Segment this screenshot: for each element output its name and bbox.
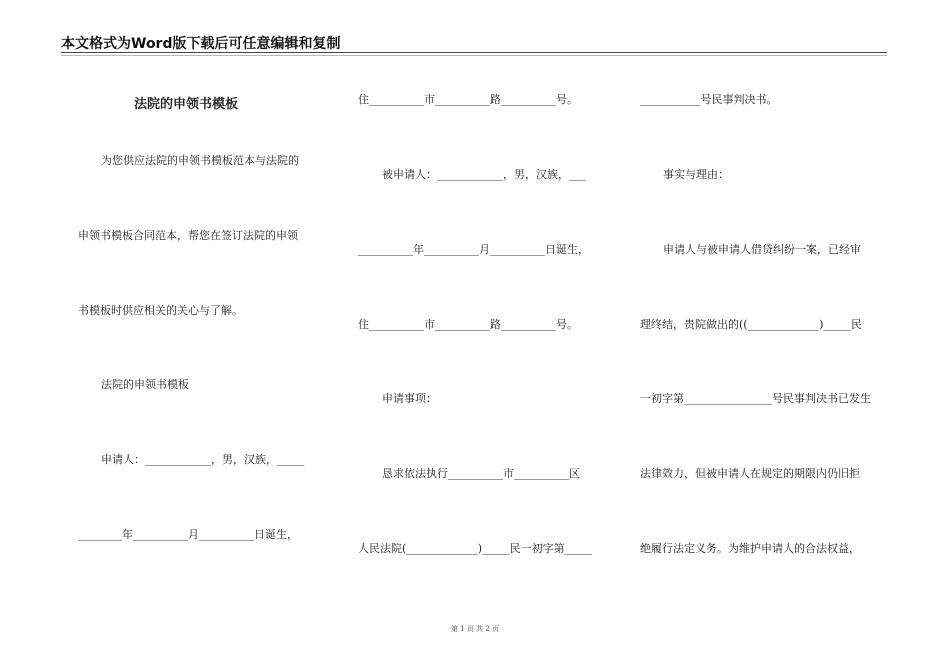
text-line: 事实与理由：: [663, 168, 729, 181]
text-line: 书模板时供应相关的关心与了解。: [78, 304, 243, 317]
document-header: 本文格式为Word版下载后可任意编辑和复制: [61, 36, 341, 52]
text-line: 申请人与被申请人借贷纠纷一案，已经审: [663, 243, 861, 256]
text-line: 申领书模板合同范本，帮您在签订法院的申领: [78, 229, 298, 242]
page-number: 第 1 页 共 2 页: [450, 625, 500, 633]
text-line: 绝履行法定义务。为维护申请人的合法权益，: [640, 542, 860, 555]
header-rule-secondary: [61, 55, 887, 56]
text-line: 住__________市__________路__________号。: [358, 318, 578, 331]
text-line: 一初字第________________号民事判决书已发生: [640, 392, 871, 405]
document-title: 法院的申领书模板: [134, 97, 239, 112]
text-line: 被申请人：____________，男，汉族，___: [382, 168, 586, 181]
text-line: 申请事项：: [382, 392, 437, 405]
text-line: ________年__________月__________日诞生，: [78, 528, 298, 541]
text-line: __________年__________月__________日诞生，: [358, 243, 589, 256]
text-line: 恳求依法执行__________市__________区: [382, 467, 580, 480]
text-line: ___________号民事判决书。: [640, 93, 778, 106]
text-line: 法律效力，但被申请人在规定的期限内仍旧拒: [640, 467, 860, 480]
text-line: 申请人：____________，男，汉族，_____: [101, 453, 305, 466]
text-line: 人民法院(_____________)_____民一初字第_____: [358, 542, 593, 555]
text-line: 法院的申领书模板: [101, 378, 189, 391]
text-line: 住__________市__________路__________号。: [358, 93, 578, 106]
header-rule: [61, 52, 887, 53]
text-line: 为您供应法院的申领书模板范本与法院的: [101, 154, 299, 167]
text-line: 理终结，贵院做出的((_____________)_____民: [640, 318, 862, 331]
